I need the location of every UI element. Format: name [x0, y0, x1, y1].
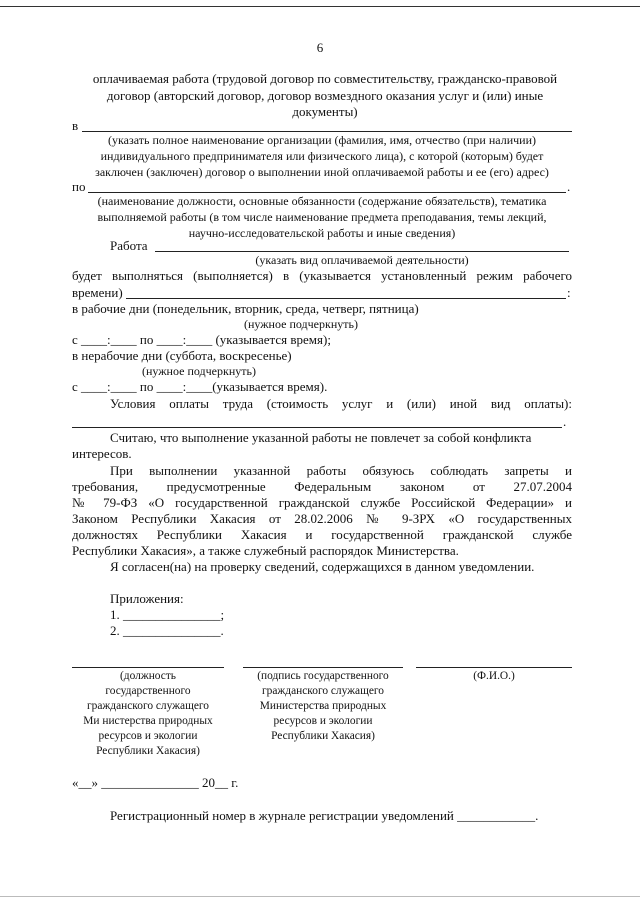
work-line-1: будет выполняться (выполняется) в (указывается установленный режим рабочего [72, 268, 572, 283]
sig-col3-line-1: (Ф.И.О.) [473, 670, 515, 682]
work-label: Работа [110, 238, 148, 253]
sig-col1-line-1: (должность [120, 670, 176, 682]
weekends-hint: (нужное подчеркнуть) [142, 364, 256, 378]
obligation-line-4: Законом Республики Хакасия от 28.02.2006 № 9-ЗРХ «О государственных [72, 511, 572, 526]
sig-col2-line-3: Министерства природных [259, 700, 387, 712]
weekends-time: с ____:____ по ____:____(указывается время). [72, 379, 328, 394]
sig-col1-line-6: Республики Хакасия) [96, 745, 200, 757]
attachments-title: Приложения: [110, 591, 184, 606]
registration-line: Регистрационный номер в журнале регистрации уведомлений ____________. [110, 808, 539, 823]
date-line: «__» _______________ 20__ г. [72, 775, 239, 790]
workdays-time: с ____:____ по ____:____ (указывается время); [72, 332, 331, 347]
signature-line-sign [243, 667, 403, 668]
payment-line-1: Условия оплаты труда (стоимость услуг и (или) иной вид оплаты): [110, 396, 572, 411]
work-line-2-prefix: времени) [72, 285, 123, 300]
sig-col1-line-4: Ми нистерства природных [83, 715, 213, 727]
org-hint-1: (указать полное наименование организации (фамилия, имя, отчество (при наличии) [108, 133, 536, 147]
bottom-scan-edge [0, 896, 640, 897]
signature-line-position [72, 667, 224, 668]
org-hint-3: заключен (заключен) договор о выполнении иной оплачиваемой работы и ее (его) адрес) [95, 165, 549, 179]
conflict-line-2: интересов. [72, 446, 132, 461]
work-time-blank-line [126, 298, 566, 299]
page-number: 6 [316, 40, 324, 55]
work-hint: (указать вид оплачиваемой деятельности) [255, 253, 469, 267]
obligation-line-2: требования, предусмотренные Федеральным законом от 27.07.2004 [72, 479, 572, 494]
position-dot: . [567, 179, 571, 194]
org-prefix: в [72, 118, 79, 133]
conflict-line-1: Считаю, что выполнение указанной работы не повлечет за собой конфликта [110, 430, 532, 445]
payment-blank-line [72, 427, 562, 428]
sig-col2-line-2: гражданского служащего [262, 685, 384, 697]
top-scan-edge [0, 6, 640, 7]
position-blank-line [88, 192, 566, 193]
sig-col2-line-4: ресурсов и экологии [273, 715, 373, 727]
attachment-item-2: 2. _______________. [110, 623, 224, 638]
header-line-3: документы) [292, 104, 358, 119]
attachment-item-1: 1. _______________; [110, 607, 225, 622]
workdays-hint: (нужное подчеркнуть) [244, 317, 358, 331]
obligation-line-3: № 79-ФЗ «О государственной гражданской службе Российской Федерации» и [72, 495, 572, 510]
position-hint-2: выполняемой работы (в том числе наименование предмета преподавания, темы лекций, [97, 210, 547, 224]
workdays-text: в рабочие дни (понедельник, вторник, среда, четверг, пятница) [72, 301, 419, 316]
header-line-1: оплачиваемая работа (трудовой договор по совместительству, гражданско-правовой [92, 71, 558, 86]
work-blank-line [155, 251, 569, 252]
obligation-line-6: Республики Хакасия», а также служебный распорядок Министерства. [72, 543, 459, 558]
position-hint-1: (наименование должности, основные обязанности (содержание обязательств), тематика [97, 194, 547, 208]
position-hint-3: научно-исследовательской работы и иные сведения) [188, 226, 456, 240]
sig-col1-line-2: государственного [105, 685, 191, 697]
payment-dot: . [563, 414, 567, 429]
obligation-line-5: должностях Республики Хакасия и государственной гражданской службе [72, 527, 572, 542]
sig-col2-line-1: (подпись государственного [257, 670, 389, 682]
obligation-line-1: При выполнении указанной работы обязуюсь соблюдать запреты и [110, 463, 572, 478]
sig-col1-line-5: ресурсов и экологии [98, 730, 198, 742]
consent-text: Я согласен(на) на проверку сведений, содержащихся в данном уведомлении. [110, 559, 535, 574]
position-prefix: по [72, 179, 86, 194]
work-colon: : [567, 285, 571, 300]
header-line-2: договор (авторский договор, договор возмездного оказания услуг и (или) иные [106, 88, 544, 103]
org-hint-2: индивидуального предпринимателя или физического лица), с которой (которым) будет [100, 149, 544, 163]
sig-col2-line-5: Республики Хакасия) [271, 730, 375, 742]
weekends-text: в нерабочие дни (суббота, воскресенье) [72, 348, 292, 363]
signature-line-name [416, 667, 572, 668]
org-blank-line [82, 131, 572, 132]
sig-col1-line-3: гражданского служащего [87, 700, 209, 712]
